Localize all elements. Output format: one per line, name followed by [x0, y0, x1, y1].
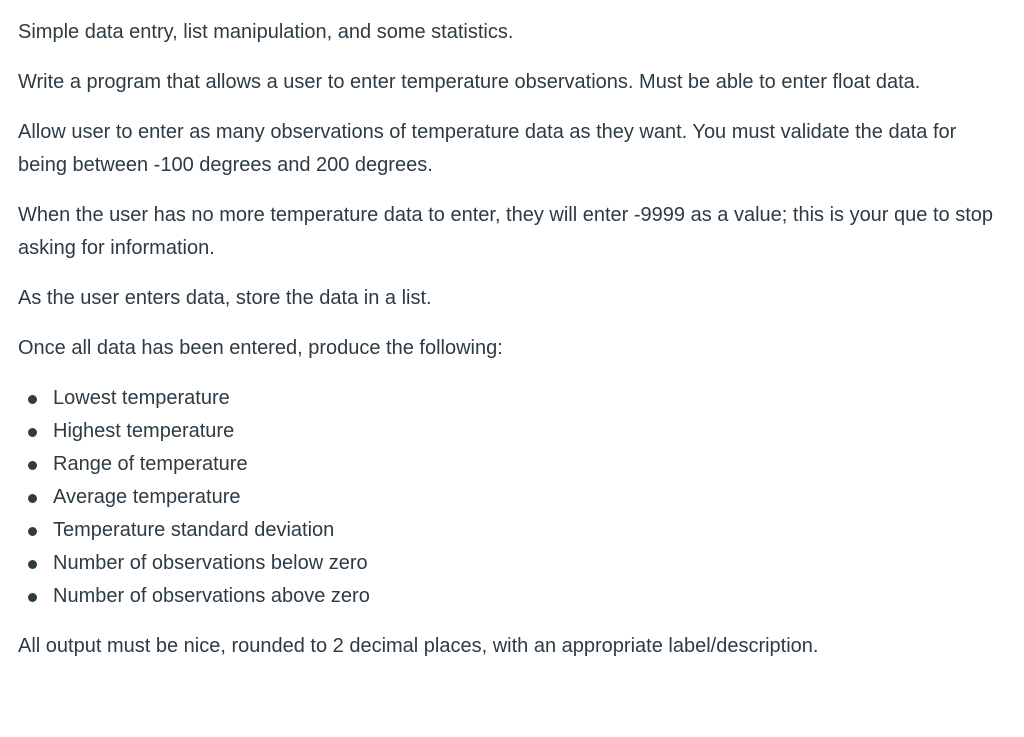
list-item-text: Number of observations above zero: [53, 585, 370, 607]
list-item: [53, 448, 993, 481]
list-item: [53, 514, 993, 547]
bullet-icon: [28, 428, 37, 437]
list-item-text: Average temperature: [53, 486, 241, 508]
program-description-paragraph: Write a program that allows a user to enter temperature observations. Must be able to enter float data.: [18, 71, 921, 93]
intro-paragraph: Simple data entry, list manipulation, and some statistics.: [18, 21, 514, 43]
statistics-list: [18, 382, 993, 613]
closing-paragraph: All output must be nice, rounded to 2 decimal places, with an appropriate label/description.: [18, 635, 819, 657]
bullet-icon: [28, 560, 37, 569]
list-item-text: Range of temperature: [53, 453, 248, 475]
bullet-icon: [28, 494, 37, 503]
validation-paragraph: Allow user to enter as many observations of temperature data as they want. You must validate the data for being between -100 degrees and 200 degrees.: [18, 121, 957, 176]
list-item-text: Highest temperature: [53, 420, 235, 442]
bullet-icon: [28, 593, 37, 602]
output-intro-paragraph: Once all data has been entered, produce the following:: [18, 337, 503, 359]
list-item: [53, 415, 993, 448]
bullet-icon: [28, 395, 37, 404]
list-item-text: Number of observations below zero: [53, 552, 368, 574]
list-item-text: Lowest temperature: [53, 387, 230, 409]
list-item-text: Temperature standard deviation: [53, 519, 335, 541]
bullet-icon: [28, 527, 37, 536]
list-item: [53, 481, 993, 514]
bullet-icon: [28, 461, 37, 470]
list-item: [53, 547, 993, 580]
list-item: [53, 382, 993, 415]
sentinel-paragraph: When the user has no more temperature data to enter, they will enter -9999 as a value; this is your que to stop asking for information.: [18, 204, 993, 259]
storage-paragraph: As the user enters data, store the data in a list.: [18, 287, 432, 309]
list-item: [53, 580, 993, 613]
assignment-content: [18, 16, 993, 680]
